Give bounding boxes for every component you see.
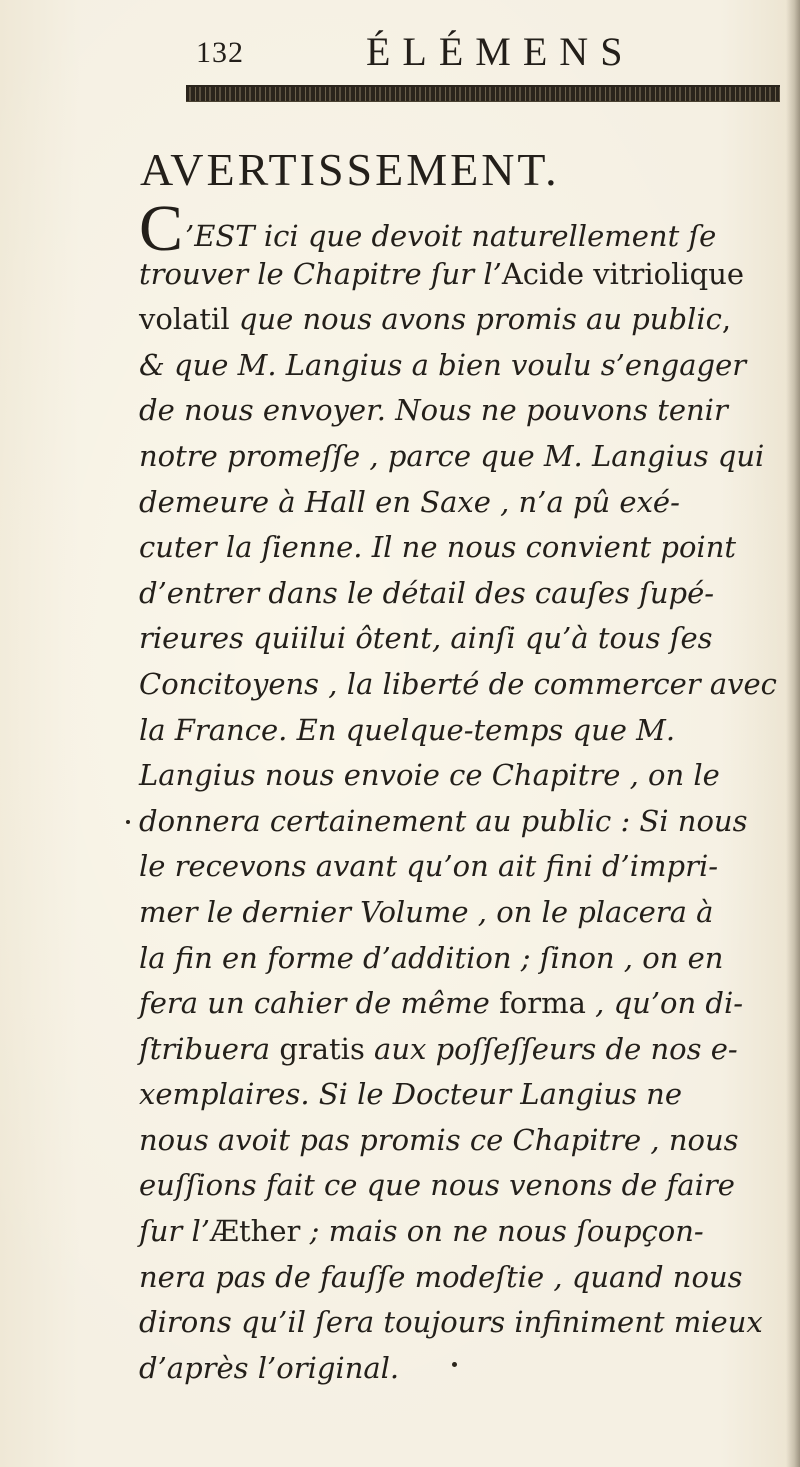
italic-text: mer le dernier Volume , on le placera à [139, 894, 714, 929]
text-line [139, 1027, 779, 1073]
roman-text: gratis [279, 1031, 365, 1066]
text-line [139, 1072, 779, 1118]
ink-speck [452, 1362, 457, 1367]
drop-cap: C [139, 192, 184, 265]
text-line [139, 981, 779, 1027]
italic-text: , qu’on di- [585, 986, 744, 1021]
italic-text: xemplaires. Si le Docteur Langius ne [139, 1077, 682, 1112]
text-line [139, 525, 779, 571]
text-line [139, 616, 779, 662]
text-line [139, 434, 779, 480]
italic-text: & que M. Langius a bien voulu s’engager [139, 347, 747, 382]
text-line [139, 1300, 779, 1346]
text-line [139, 192, 779, 265]
italic-text: ; mais on ne nous ſoupçon- [300, 1214, 704, 1249]
italic-text: nera pas de fauſſe modeſtie , quand nous [139, 1259, 743, 1294]
roman-text: volatil [139, 302, 239, 337]
italic-text: la France. En quelque-temps que M. [139, 712, 676, 747]
text-line [139, 799, 779, 845]
italic-text: demeure à Hall en Saxe , n’a pû exé- [139, 484, 680, 519]
ink-speck [126, 820, 130, 824]
text-line [139, 1163, 779, 1209]
italic-text: ſtribuera [139, 1031, 280, 1066]
italic-text: d’après l’original. [139, 1350, 400, 1385]
text-line [139, 1209, 779, 1255]
running-title: ÉLÉMENS [366, 29, 635, 74]
text-line [139, 753, 779, 799]
italic-text: ſur l’ [139, 1214, 210, 1249]
italic-text: trouver le Chapitre ſur l’ [139, 256, 502, 291]
roman-text: , [721, 302, 732, 337]
italic-text: notre promeſſe , parce que M. Langius qui [139, 438, 765, 473]
ornamental-rule [186, 85, 780, 102]
text-line [139, 343, 779, 389]
text-line [139, 1118, 779, 1164]
text-line [139, 890, 779, 936]
italic-text: de nous envoyer. Nous ne pouvons tenir [139, 393, 728, 428]
roman-text: forma [499, 986, 586, 1021]
text-line [139, 936, 779, 982]
italic-text: dirons qu’il ſera toujours infiniment mieux [139, 1305, 763, 1340]
text-line [139, 388, 779, 434]
running-head [196, 28, 666, 78]
page-edge-shadow [786, 0, 800, 1467]
text-line [139, 480, 779, 526]
italic-text: le recevons avant qu’on ait fini d’impri- [139, 849, 719, 884]
text-line [139, 252, 779, 298]
italic-text: la fin en forme d’addition ; ſinon , on en [139, 940, 724, 975]
page-number: 132 [196, 36, 244, 69]
italic-text: d’entrer dans le détail des cauſes ſupé- [139, 575, 715, 610]
italic-text: rieures quiilui ôtent, ainſi qu’à tous ſes [139, 621, 713, 656]
italic-text: fera un cahier de même [139, 986, 500, 1021]
italic-text: Langius nous envoie ce Chapitre , on le [139, 758, 720, 793]
italic-text: que nous avons promis au public [238, 302, 722, 337]
roman-text: Acide vitriolique [501, 256, 745, 291]
italic-text: nous avoit pas promis ce Chapitre , nous [139, 1122, 739, 1157]
italic-text: donnera certainement au public : Si nous [139, 803, 748, 838]
text-line [139, 297, 779, 343]
text-line [139, 1255, 779, 1301]
section-heading: AVERTISSEMENT. [140, 144, 560, 195]
italic-text: cuter la ſienne. Il ne nous convient point [139, 530, 737, 565]
text-line [139, 708, 779, 754]
roman-text: Æther [210, 1214, 301, 1249]
text-line [139, 1346, 779, 1392]
italic-text: Concitoyens , la liberté de commercer avec [139, 666, 777, 701]
text-line [139, 571, 779, 617]
italic-text: aux poſſeſſeurs de nos e- [364, 1031, 738, 1066]
body-text [139, 192, 779, 1391]
italic-text: ’ESТ ici que devoit naturellement ſe [185, 219, 717, 253]
text-line [139, 662, 779, 708]
italic-text: euſſions fait ce que nous venons de faire [139, 1168, 735, 1203]
text-line [139, 844, 779, 890]
